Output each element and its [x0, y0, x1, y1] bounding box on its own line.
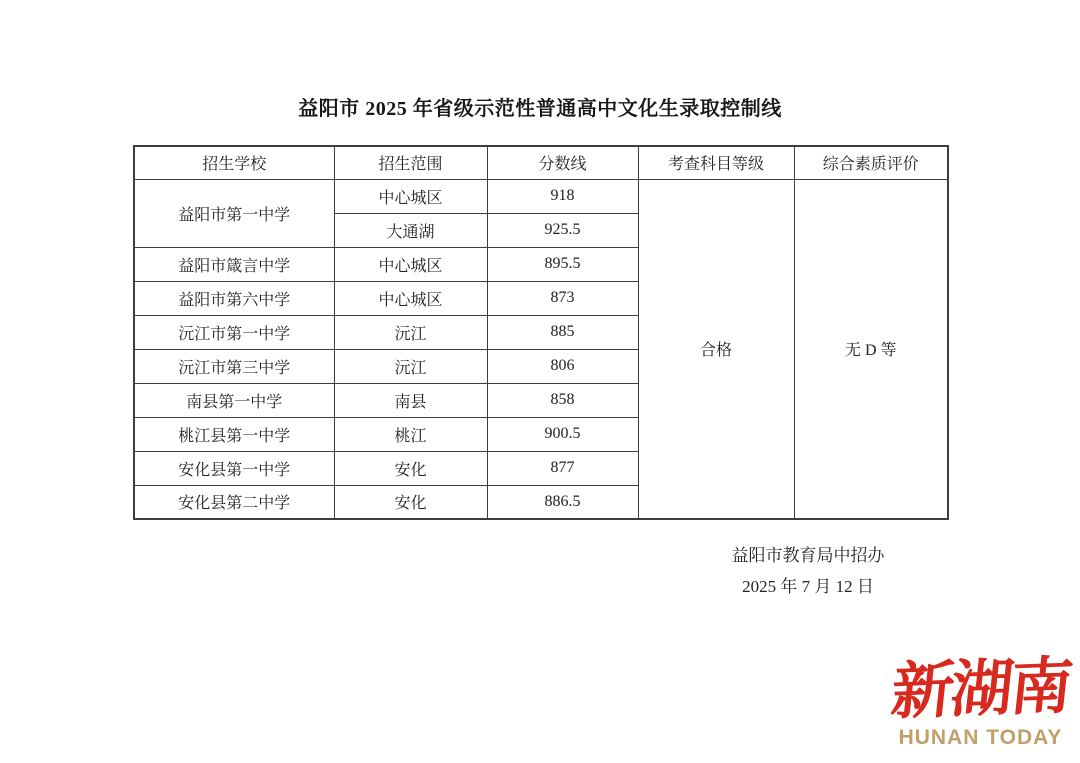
- cell-range: 沅江: [334, 349, 487, 383]
- signature-issuer: 益阳市教育局中招办: [731, 546, 885, 565]
- cell-school: 益阳市箴言中学: [134, 247, 334, 281]
- cell-school: 安化县第一中学: [134, 451, 334, 485]
- cell-range: 大通湖: [334, 213, 487, 247]
- cell-score: 886.5: [487, 485, 638, 519]
- logo-chinese-text: 新湖南: [888, 652, 1073, 728]
- cell-range: 桃江: [334, 417, 487, 451]
- col-header-score: 分数线: [487, 146, 638, 179]
- cell-range: 安化: [334, 451, 487, 485]
- cell-range: 安化: [334, 485, 487, 519]
- table-header-row: [134, 146, 948, 179]
- table-row: [134, 179, 948, 213]
- cell-quality-eval: 无 D 等: [794, 179, 948, 519]
- cell-score: 918: [487, 179, 638, 213]
- cell-school: 益阳市第一中学: [134, 179, 334, 247]
- cell-exam-grade: 合格: [638, 179, 794, 519]
- cell-school: 沅江市第一中学: [134, 315, 334, 349]
- cell-school: 益阳市第六中学: [134, 281, 334, 315]
- cell-score: 885: [487, 315, 638, 349]
- cell-score: 873: [487, 281, 638, 315]
- hunan-today-logo: [888, 648, 1073, 750]
- cell-score: 858: [487, 383, 638, 417]
- col-header-quality-eval: 综合素质评价: [794, 146, 948, 179]
- cell-range: 中心城区: [334, 247, 487, 281]
- signature-block: [658, 540, 958, 602]
- cell-score: 900.5: [487, 417, 638, 451]
- cell-school: 沅江市第三中学: [134, 349, 334, 383]
- cell-score: 895.5: [487, 247, 638, 281]
- cell-range: 中心城区: [334, 281, 487, 315]
- logo-english-text: HUNAN TODAY: [898, 726, 1063, 749]
- col-header-range: 招生范围: [334, 146, 487, 179]
- cell-school: 桃江县第一中学: [134, 417, 334, 451]
- signature-date: 2025 年 7 月 12 日: [742, 577, 874, 596]
- page-title: 益阳市 2025 年省级示范性普通高中文化生录取控制线: [298, 98, 782, 120]
- cell-range: 南县: [334, 383, 487, 417]
- cell-range: 沅江: [334, 315, 487, 349]
- cell-score: 806: [487, 349, 638, 383]
- cell-range: 中心城区: [334, 179, 487, 213]
- col-header-school: 招生学校: [134, 146, 334, 179]
- cell-score: 877: [487, 451, 638, 485]
- col-header-exam-grade: 考查科目等级: [638, 146, 794, 179]
- cell-school: 安化县第二中学: [134, 485, 334, 519]
- cell-school: 南县第一中学: [134, 383, 334, 417]
- cell-score: 925.5: [487, 213, 638, 247]
- admission-table: [133, 145, 949, 520]
